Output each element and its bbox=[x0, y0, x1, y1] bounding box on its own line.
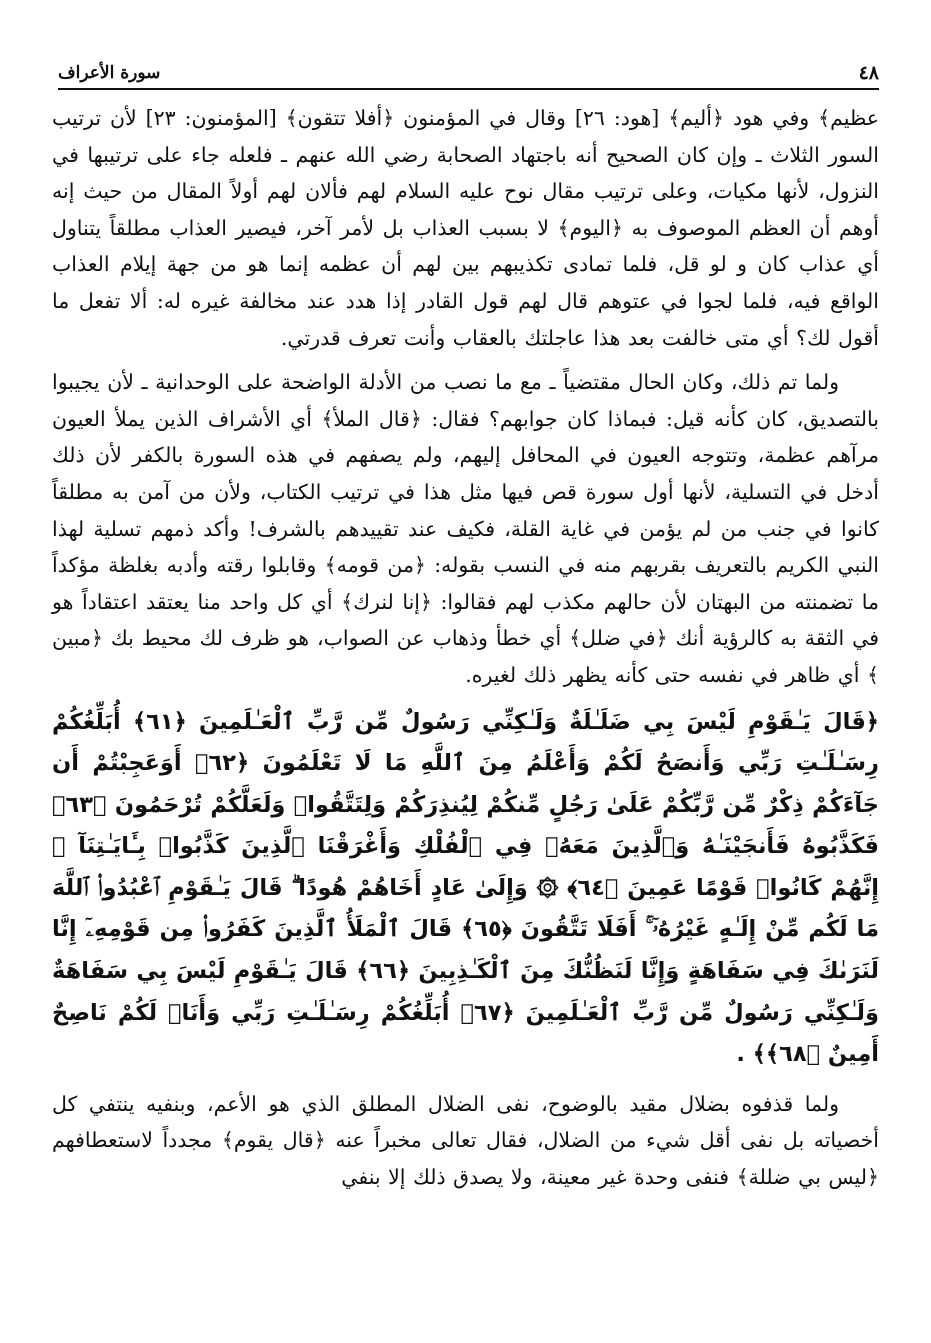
page-body bbox=[52, 100, 879, 1196]
paragraph-1: عظيم﴾ وفي هود ﴿أليم﴾ [هود: ٢٦] وقال في المؤمنون ﴿أفلا تتقون﴾ [المؤمنون: ٢٣] لأن ترتيب السور الثلاث ـ وإن كان الصحيح أنه باجتهاد الصحابة رضي الله عنهم ـ فلعله جاء على ترتيبها في النزول، لأنها مكيات، وعلى ترتيب مقال نوح عليه السلام لهم فألان لهم أولاً المقال من حيث إنه أوهم أن العظم الموصوف به ﴿اليوم﴾ لا بسبب العذاب بل لأمر آخر، فيصير العذاب مطلقاً يتناول أي عذاب كان و لو قل، فلما تمادى تكذيبهم بين لهم أن عظمه إنما هو من جهة إيلام العذاب الواقع فيه، فلما لجوا في عتوهم قال لهم قول القادر إذا هدد عند مخالفة غيره له: ألا تفعل ما أقول لك؟ أي متى خالفت بعد هذا عاجلتك بالعقاب وأنت تعرف قدرتي. bbox=[52, 106, 880, 350]
page-header bbox=[58, 58, 879, 90]
surah-title: سورة الأعراف bbox=[58, 63, 161, 83]
paragraph-3: ولما قذفوه بضلال مقيد بالوضوح، نفى الضلال المطلق الذي هو الأعم، وبنفيه ينتفي كل أخصياته بل نفى أقل شيء من الضلال، فقال تعالى مخبراً عنه ﴿قال يقوم﴾ مجدداً لاستعطافهم ﴿ليس بي ضللة﴾ فنفى وحدة غير معينة، ولا يصدق ذلك إلا بنفي bbox=[52, 1091, 879, 1190]
paragraph-2: ولما تم ذلك، وكان الحال مقتضياً ـ مع ما نصب من الأدلة الواضحة على الوحدانية ـ لأن يجيبوا بالتصديق، كان كأنه قيل: فبماذا كان جوابهم؟ فقال: ﴿قال الملأ﴾ أي الأشراف الذين يملأ العيون مرآهم عظمة، وتتوجه العيون في المحافل إليهم، ولم يصفهم في هذه السورة بالكفر لأن ذلك أدخل في التسلية، لأنها أول سورة قص فيها مثل هذا في ترتيب الكتاب، ولأن من آمن به مطلقاً كانوا في جنب من لم يؤمن في غاية القلة، فكيف عند تقييدهم بالشرف! وأكد ذمهم تسلية لهذا النبي الكريم بالتعريف بقربهم منه في النسب بقوله: ﴿من قومه﴾ وقابلوا رقته وأدبه بغلظة مؤكداً ما تضمنته من البهتان لأن حالهم مكذب لهم فقالوا: ﴿إنا لنرك﴾ أي كل واحد منا يعتقد اعتقاداً هو في الثقة به كالرؤية أنك ﴿في ضلل﴾ أي خطأ وذهاب عن الصواب، هو ظرف لك محيط بك ﴿مبين ﴾ أي ظاهر في نفسه حتى كأنه يظهر ذلك لغيره. bbox=[52, 370, 879, 687]
quran-verses: ﴿قَالَ يَـٰقَوْمِ لَيْسَ بِي ضَلَـٰلَةٌ وَلَـٰكِنِّي رَسُولٌ مِّن رَّبِّ ٱلْعَـٰلَمِينَ ﴿٦١﴾ أُبَلِّغُكُمْ رِسَـٰلَـٰتِ رَبِّي وَأَنصَحُ لَكُمْ وَأَعْلَمُ مِنَ ٱللَّهِ مَا لَا تَعْلَمُونَ ﴿٦٢﴾ أَوَعَجِبْتُمْ أَن جَآءَكُمْ ذِكْرٌ مِّن رَّبِّكُمْ عَلَىٰ رَجُلٍ مِّنكُمْ لِيُنذِرَكُمْ وَلِتَتَّقُوا۟ وَلَعَلَّكُمْ تُرْحَمُونَ ﴿٦٣﴾ فَكَذَّبُوهُ فَأَنجَيْنَـٰهُ وَٱلَّذِينَ مَعَهُۥ فِي ٱلْفُلْكِ وَأَغْرَقْنَا ٱلَّذِينَ كَذَّبُوا۟ بِـَٔايَـٰتِنَآ ۚ إِنَّهُمْ كَانُوا۟ قَوْمًا عَمِينَ ﴿٦٤﴾ ۞ وَإِلَىٰ عَادٍ أَخَاهُمْ هُودًا ۗ قَالَ يَـٰقَوْمِ ٱعْبُدُوا۟ ٱللَّهَ مَا لَكُم مِّنْ إِلَـٰهٍ غَيْرُهُۥٓ ۚ أَفَلَا تَتَّقُونَ ﴿٦٥﴾ قَالَ ٱلْمَلَأُ ٱلَّذِينَ كَفَرُوا۟ مِن قَوْمِهِۦٓ إِنَّا لَنَرَىٰكَ فِي سَفَاهَةٍ وَإِنَّا لَنَظُنُّكَ مِنَ ٱلْكَـٰذِبِينَ ﴿٦٦﴾ قَالَ يَـٰقَوْمِ لَيْسَ بِي سَفَاهَةٌ وَلَـٰكِنِّي رَسُولٌ مِّن رَّبِّ ٱلْعَـٰلَمِينَ ﴿٦٧﴾ أُبَلِّغُكُمْ رِسَـٰلَـٰتِ رَبِّي وَأَنَا۠ لَكُمْ نَاصِحٌ أَمِينٌ ﴿٦٨﴾﴾ . bbox=[52, 708, 880, 1068]
page-number: ٤٨ bbox=[858, 62, 879, 84]
